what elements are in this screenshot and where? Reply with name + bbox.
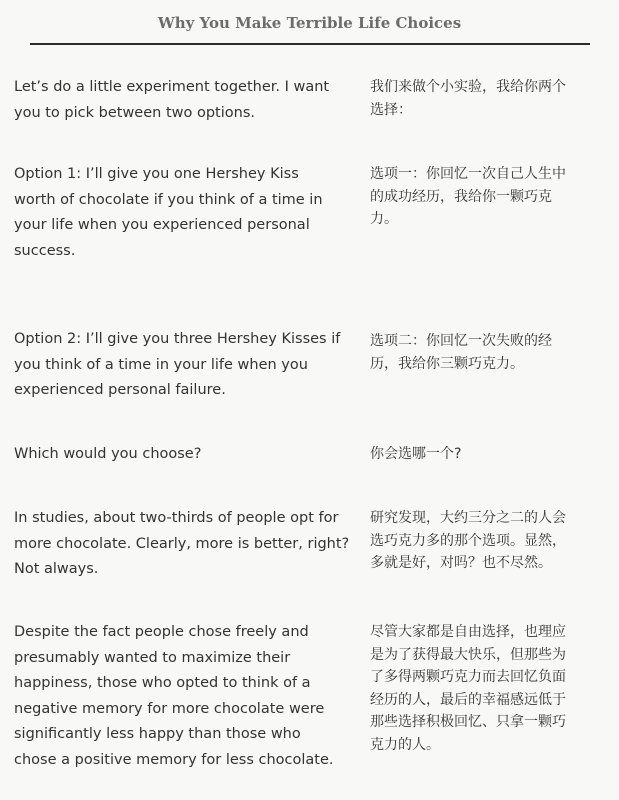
page-title: Why You Make Terrible Life Choices [157, 14, 462, 32]
paragraph-zh-question: 你会选哪一个? [370, 446, 462, 462]
paragraph-zh-intro: 我们来做个小实验，我给你两个 选择： [370, 79, 566, 118]
paragraph-en-intro: Let’s do a little experiment together. I want you to pick between two options. [14, 79, 330, 121]
title-divider [30, 43, 590, 45]
paragraph-en-question: Which would you choose? [14, 446, 202, 462]
paragraph-zh-option-2: 选项二：你回忆一次失败的经 历，我给你三颗巧克力。 [370, 333, 552, 372]
paragraph-en-conclusion: Despite the fact people chose freely and presumably wanted to maximize their happiness, those who opted to think of a negative memory for more chocolate were significantly less happy than those who chose a positive memory for less chocolate. [14, 624, 334, 768]
paragraph-zh-conclusion: 尽管大家都是自由选择，也理应 是为了获得最大快乐，但那些为 了多得两颗巧克力而去回忆负面 经历的人，最后的幸福感远低于 那些选择积极回忆、只拿一颗巧 克力的人。 [370, 624, 566, 753]
paragraph-en-option-1: Option 1: I’ll give you one Hershey Kiss worth of chocolate if you think of a time in your life when you experienced personal success. [14, 166, 323, 259]
paragraph-en-studies: In studies, about two-thirds of people opt for more chocolate. Clearly, more is better, right? Not always. [14, 510, 350, 577]
paragraph-zh-option-1: 选项一：你回忆一次自己人生中 的成功经历，我给你一颗巧克 力。 [370, 166, 566, 227]
paragraph-en-option-2: Option 2: I’ll give you three Hershey Kisses if you think of a time in your life when you experienced personal failure. [14, 331, 341, 398]
paragraph-zh-studies: 研究发现，大约三分之二的人会 选巧克力多的那个选项。显然， 多就是好，对吗？也不尽然。 [370, 510, 566, 571]
